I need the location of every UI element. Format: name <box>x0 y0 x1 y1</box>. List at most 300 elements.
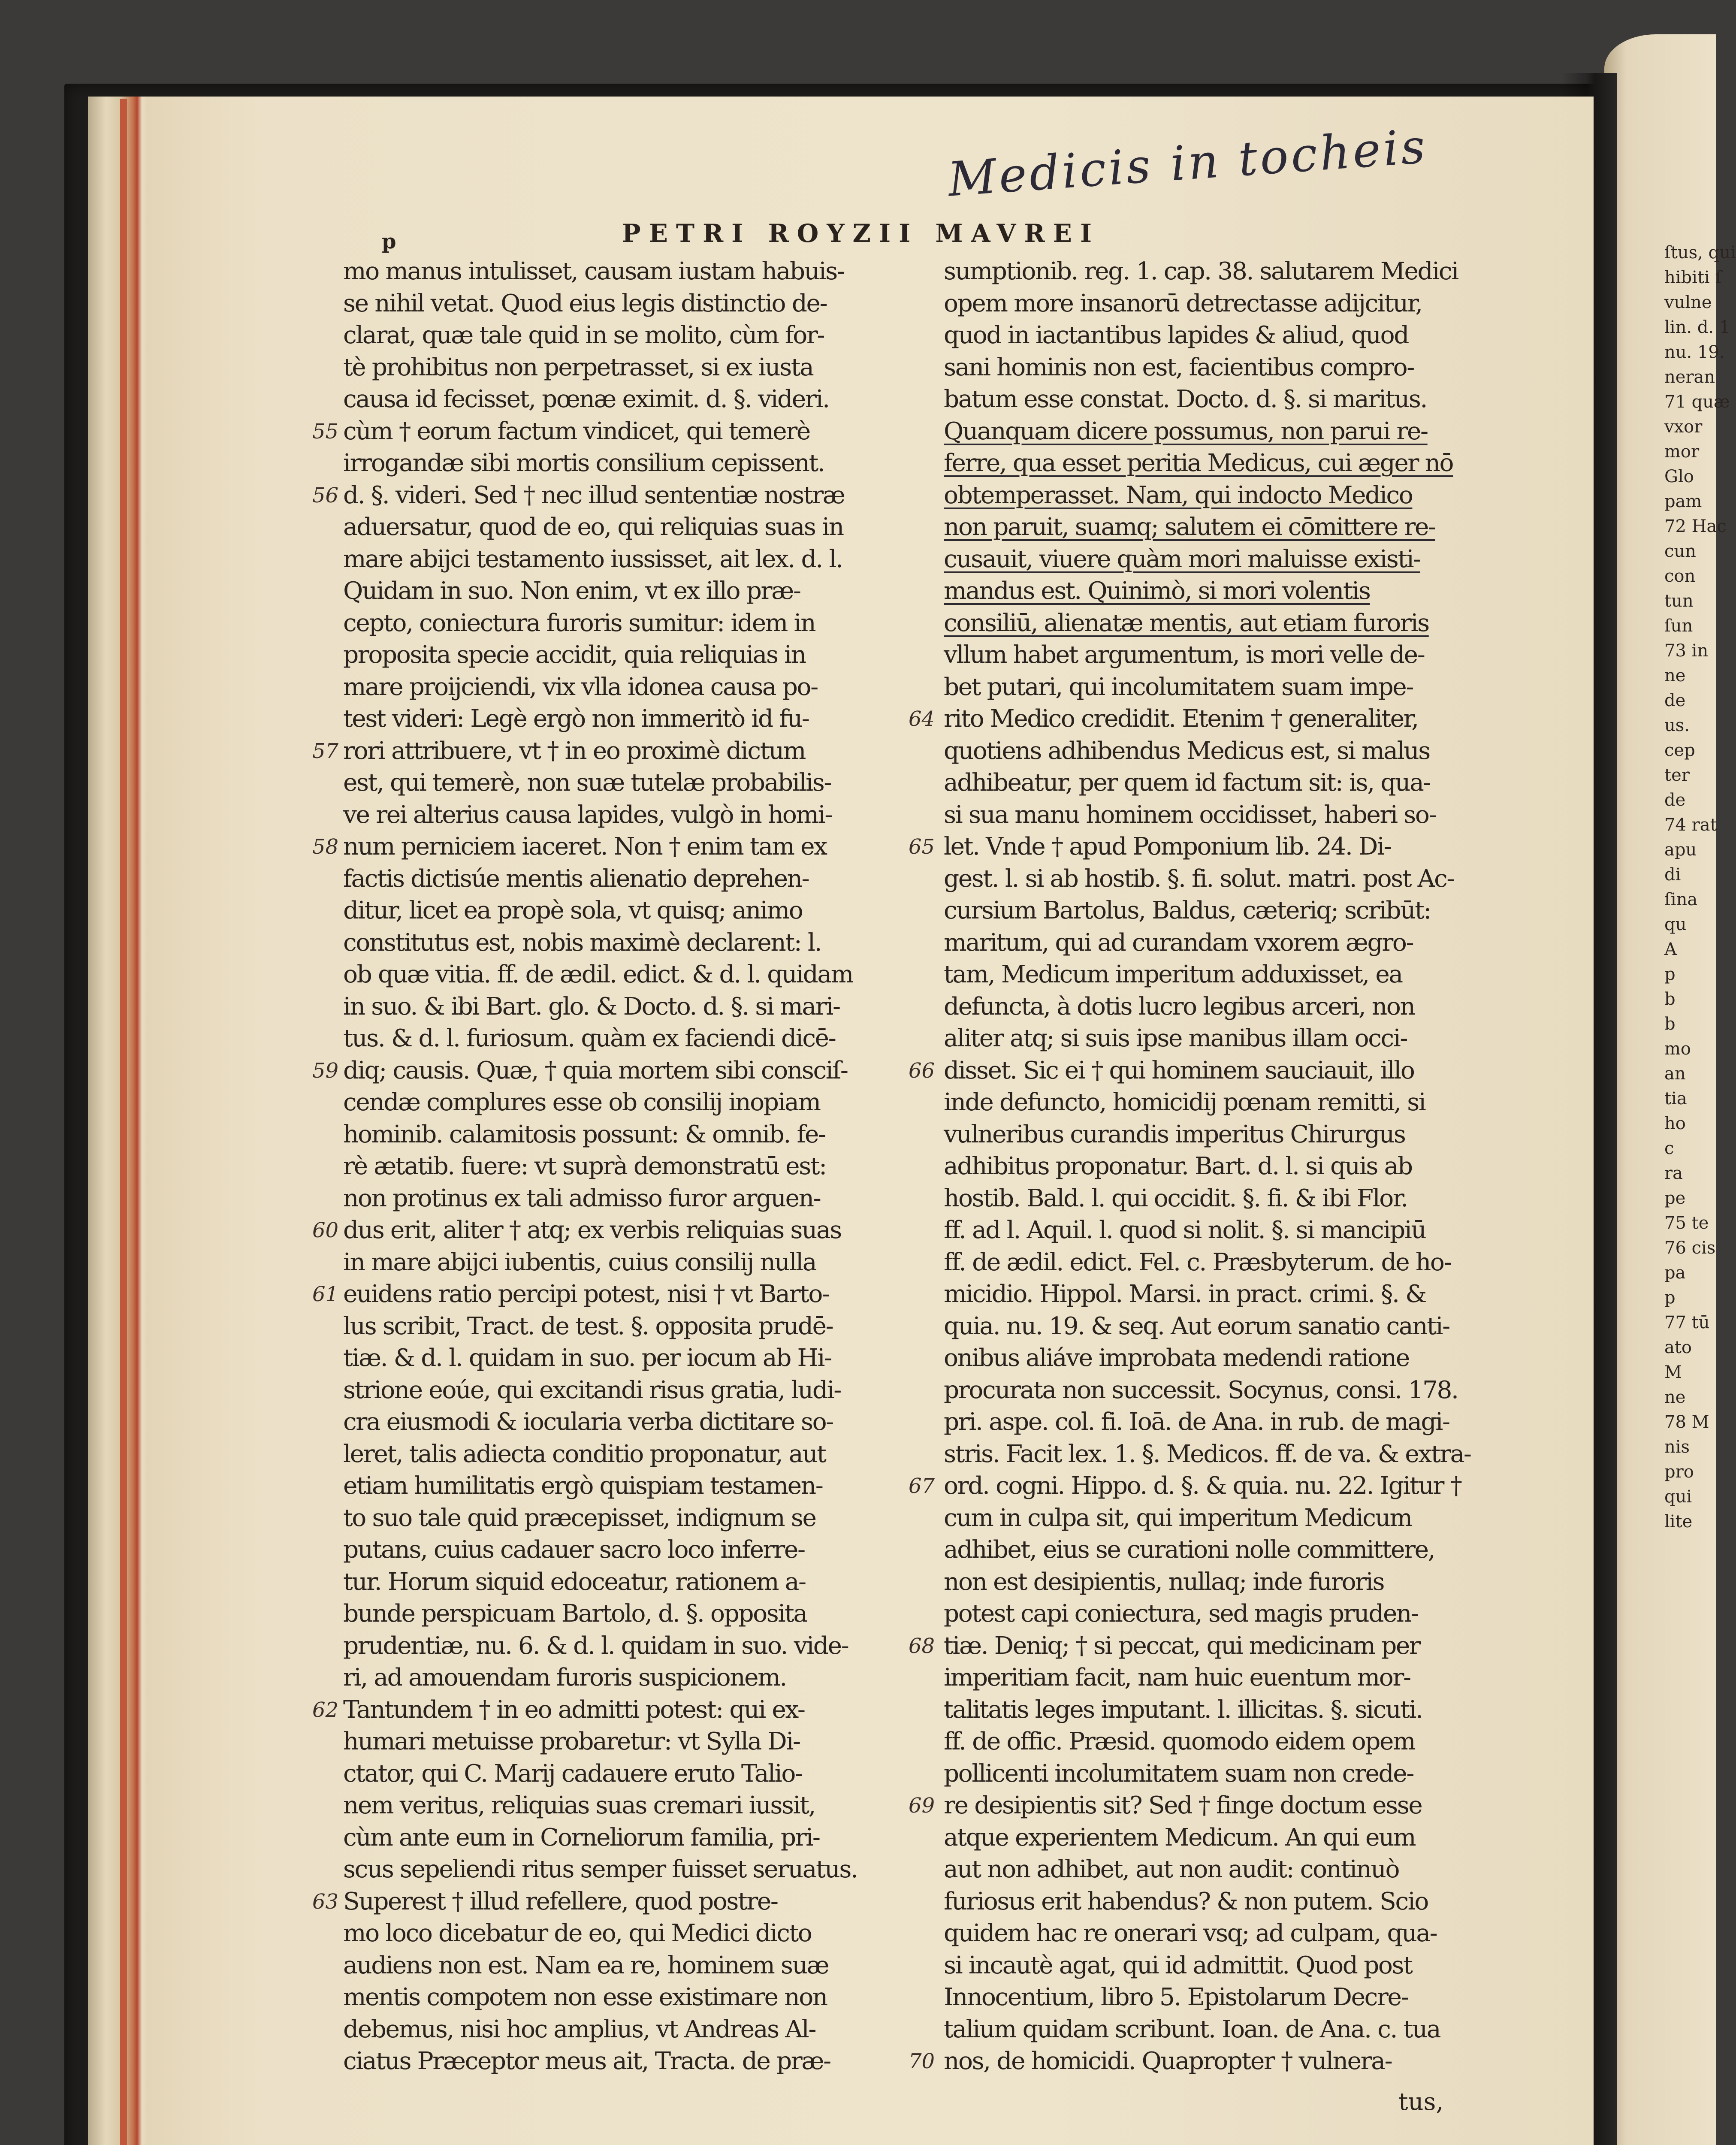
facing-fragment: tia <box>1664 1089 1687 1109</box>
facing-fragment: ſtus, qui <box>1664 243 1736 263</box>
line-text: leret, talis adiecta conditio proponatur, aut <box>343 1440 826 1468</box>
text-line <box>944 863 1458 895</box>
text-line <box>944 1406 1458 1438</box>
facing-fragment: 71 quæ <box>1664 392 1730 412</box>
facing-fragment: ſun <box>1664 616 1693 636</box>
line-text: tus. & d. l. furiosum. quàm ex faciendi dicē- <box>343 1024 836 1052</box>
line-text: ob quæ vitia. ff. de ædil. edict. & d. l. quidam <box>343 961 853 988</box>
text-line <box>343 1438 886 1471</box>
line-text: non paruit, suamq; salutem ei cōmittere re- <box>944 513 1435 541</box>
line-text: tè prohibitus non perpetrasset, si ex iusta <box>343 353 813 381</box>
text-line <box>343 1406 886 1438</box>
text-line <box>343 863 886 895</box>
line-text: stris. Facit lex. 1. §. Medicos. ff. de va. & extra- <box>944 1440 1471 1468</box>
line-text: in suo. & ibi Bart. glo. & Docto. d. §. si mari- <box>343 992 840 1021</box>
line-text: mentis compotem non esse existimare non <box>343 1983 827 2011</box>
line-text: lus scribit, Tract. de test. §. opposita prudē- <box>343 1312 833 1340</box>
text-line <box>944 1950 1458 1982</box>
line-text: ditur, licet ea propè sola, vt quisq; animo <box>343 897 803 924</box>
text-column-right <box>909 256 1471 2078</box>
facing-fragment: 76 cis <box>1664 1238 1716 1258</box>
facing-fragment: ho <box>1664 1114 1686 1133</box>
facing-page-text <box>1664 240 1736 2128</box>
text-line <box>944 1662 1458 1694</box>
line-text: ff. de offic. Præsid. quomodo eidem opem <box>944 1728 1415 1755</box>
line-text: cra eiusmodi & iocularia verba dictitare so- <box>343 1408 833 1436</box>
text-line <box>343 1822 886 1854</box>
text-line <box>944 1886 1458 1918</box>
line-text: nem veritus, reliquias suas cremari iussit, <box>343 1792 815 1819</box>
line-text: potest capi coniectura, sed magis pruden- <box>944 1600 1418 1628</box>
text-line <box>343 1790 886 1822</box>
text-line <box>312 1694 886 1726</box>
facing-fragment: de <box>1664 790 1686 810</box>
line-text: cursium Bartolus, Baldus, cæteriq; scribūt: <box>944 897 1431 924</box>
text-line <box>944 927 1458 959</box>
line-text: sumptionib. reg. 1. cap. 38. salutarem Medici <box>944 257 1458 285</box>
line-text: constitutus est, nobis maximè declarent: l. <box>343 928 821 957</box>
text-line <box>944 799 1458 831</box>
line-text: causa id fecisset, pœnæ eximit. d. §. videri. <box>343 385 829 413</box>
text-line <box>343 895 886 927</box>
line-text: hostib. Bald. l. qui occidit. §. fi. & ibi Flor. <box>944 1184 1407 1212</box>
margin-number: 65 <box>909 835 935 859</box>
facing-fragment: qu <box>1664 915 1687 934</box>
line-text: Superest † illud refellere, quod postre- <box>343 1887 778 1915</box>
line-text: maritum, qui ad curandam vxorem ægro- <box>944 928 1413 957</box>
line-text: in mare abijci iubentis, cuius consilij nulla <box>343 1248 816 1276</box>
text-line <box>312 831 886 863</box>
text-line <box>944 735 1458 767</box>
facing-fragment: di <box>1664 865 1681 885</box>
line-text: adhibeatur, per quem id factum sit: is, qua- <box>944 769 1431 797</box>
line-text: re desipientis sit? Sed † finge doctum esse <box>944 1792 1422 1819</box>
line-text: mo manus intulisset, causam iustam habuis- <box>343 257 844 285</box>
text-column-left <box>312 256 886 2078</box>
text-line <box>343 511 886 544</box>
line-text: debemus, nisi hoc amplius, vt Andreas Al- <box>343 2015 816 2043</box>
text-line <box>944 1534 1458 1566</box>
text-line <box>343 320 886 352</box>
line-text: se nihil vetat. Quod eius legis distinctio de- <box>343 289 827 317</box>
line-text: rè ætatib. fuere: vt suprà demonstratū est: <box>343 1152 826 1180</box>
text-line <box>944 1502 1458 1535</box>
line-text: mandus est. Quinimò, si mori volentis <box>944 577 1370 605</box>
text-line <box>343 575 886 607</box>
text-line <box>343 352 886 384</box>
line-text: euidens ratio percipi potest, nisi † vt Barto- <box>343 1280 829 1308</box>
line-text: atque experientem Medicum. An qui eum <box>944 1823 1416 1852</box>
line-text: sani hominis non est, facientibus compro- <box>944 353 1414 381</box>
text-line <box>909 2045 1458 2078</box>
line-text: cepto, coniectura furoris sumitur: idem in <box>343 609 815 637</box>
line-text: ciatus Præceptor meus ait, Tracta. de præ- <box>343 2047 830 2075</box>
text-line <box>944 1598 1458 1630</box>
line-text: mare abijci testamento iussisset, ait lex. d. l. <box>343 545 842 573</box>
line-text: onibus aliáve improbata medendi ratione <box>944 1344 1409 1372</box>
text-line <box>944 1278 1458 1311</box>
margin-number: 69 <box>909 1794 935 1818</box>
text-line <box>343 991 886 1023</box>
line-text: ctator, qui C. Marij cadauere eruto Talio- <box>343 1759 802 1788</box>
line-text: adhibitus proponatur. Bart. d. l. si quis ab <box>944 1152 1412 1180</box>
margin-number: 68 <box>909 1634 935 1658</box>
line-text: gest. l. si ab hostib. §. fi. solut. matri. post Ac- <box>944 864 1454 893</box>
line-text: ferre, qua esset peritia Medicus, cui æger nō <box>944 449 1453 477</box>
line-text: quia. nu. 19. & seq. Aut eorum sanatio canti- <box>944 1312 1449 1340</box>
facing-fragment: mo <box>1664 1039 1691 1059</box>
facing-fragment: con <box>1664 566 1696 586</box>
line-text: aliter atq; si suis ipse manibus illam occi- <box>944 1024 1407 1052</box>
text-line <box>944 1566 1458 1598</box>
facing-fragment: p <box>1664 964 1676 984</box>
text-line <box>944 256 1458 288</box>
text-line <box>343 1183 886 1215</box>
line-text: putans, cuius cadauer sacro loco inferre- <box>343 1536 805 1564</box>
text-line <box>343 1247 886 1279</box>
line-text: tur. Horum siquid edoceatur, rationem a- <box>343 1568 806 1596</box>
text-line <box>944 767 1458 799</box>
line-text: Quidam in suo. Non enim, vt ex illo præ- <box>343 577 800 605</box>
text-line <box>944 511 1458 544</box>
facing-fragment: M <box>1664 1363 1682 1382</box>
text-line <box>343 1982 886 2014</box>
text-line <box>343 1662 886 1694</box>
line-text: tiæ. & d. l. quidam in suo. per iocum ab Hi- <box>343 1344 831 1372</box>
margin-number: 55 <box>312 419 339 444</box>
text-line <box>343 1151 886 1183</box>
text-line <box>944 1214 1458 1247</box>
line-text: obtemperasset. Nam, qui indocto Medico <box>944 481 1413 509</box>
text-line <box>343 1854 886 1886</box>
text-line <box>944 1342 1458 1375</box>
line-text: si sua manu hominem occidisset, haberi so- <box>944 801 1436 829</box>
text-line <box>944 1023 1458 1055</box>
facing-fragment: neran <box>1664 367 1715 387</box>
margin-number: 62 <box>312 1698 339 1722</box>
line-text: strione eoúe, qui excitandi risus gratia, ludi- <box>343 1376 841 1404</box>
text-line <box>312 735 886 767</box>
text-line <box>944 1183 1458 1215</box>
text-line <box>944 639 1458 671</box>
text-line <box>944 671 1458 704</box>
text-line <box>944 1982 1458 2014</box>
line-text: vulneribus curandis imperitus Chirurgus <box>944 1120 1405 1148</box>
line-text: defuncta, à dotis lucro legibus arceri, non <box>944 992 1415 1021</box>
facing-fragment: de <box>1664 691 1686 710</box>
text-line <box>944 480 1458 512</box>
facing-fragment: pam <box>1664 492 1702 511</box>
line-text: bunde perspicuam Bartolo, d. §. opposita <box>343 1600 807 1628</box>
text-line <box>909 831 1458 863</box>
text-line <box>343 1598 886 1630</box>
text-line <box>944 1918 1458 1950</box>
text-line <box>343 1534 886 1566</box>
facing-fragment: ra <box>1664 1163 1683 1183</box>
facing-fragment: apu <box>1664 840 1697 860</box>
line-text: Quanquam dicere possumus, non parui re- <box>944 417 1428 445</box>
line-text: cendæ complures esse ob consilij inopiam <box>343 1088 820 1116</box>
line-text: Innocentium, libro 5. Epistolarum Decre- <box>944 1983 1408 2011</box>
facing-fragment: hibiti ſ <box>1664 268 1722 287</box>
text-line <box>343 1119 886 1151</box>
text-line <box>312 1055 886 1087</box>
line-text: cusauit, viuere quàm mori maluisse existi- <box>944 545 1421 573</box>
page-stack-edge <box>88 97 148 2145</box>
line-text: nos, de homicidi. Quapropter † vulnera- <box>944 2047 1392 2075</box>
facing-fragment: pro <box>1664 1462 1694 1482</box>
text-line <box>944 1854 1458 1886</box>
facing-fragment: ſina <box>1664 890 1698 909</box>
facing-fragment: 72 Hac <box>1664 517 1727 536</box>
text-line <box>312 480 886 512</box>
facing-fragment: ter <box>1664 765 1690 785</box>
line-text: cum in culpa sit, qui imperitum Medicum <box>944 1504 1412 1532</box>
text-line <box>343 1726 886 1758</box>
facing-fragment: ne <box>1664 666 1686 686</box>
catchword: tus, <box>1398 2088 1444 2116</box>
text-line <box>343 256 886 288</box>
text-line <box>343 384 886 416</box>
running-head: PETRI ROYZII MAVREI <box>622 219 1100 248</box>
text-line <box>944 416 1458 448</box>
text-line <box>343 1087 886 1119</box>
line-text: let. Vnde † apud Pomponium lib. 24. Di- <box>944 833 1391 861</box>
text-line <box>343 447 886 480</box>
red-page-edge <box>120 99 127 2145</box>
facing-fragment: A <box>1664 940 1677 959</box>
text-line <box>343 1375 886 1407</box>
line-text: non protinus ex tali admisso furor arguen- <box>343 1184 821 1212</box>
facing-fragment: pa <box>1664 1263 1686 1283</box>
text-line <box>343 544 886 576</box>
line-text: to suo tale quid præcepisset, indignum se <box>343 1504 816 1532</box>
text-line <box>312 1886 886 1918</box>
text-line <box>312 1278 886 1311</box>
margin-number: 66 <box>909 1058 935 1083</box>
text-line <box>343 607 886 640</box>
margin-number: 56 <box>312 483 339 508</box>
margin-number: 67 <box>909 1474 935 1498</box>
text-line <box>944 1311 1458 1343</box>
line-text: humari metuisse probaretur: vt Sylla Di- <box>343 1728 800 1755</box>
text-line <box>343 2014 886 2046</box>
margin-number: 60 <box>312 1218 339 1242</box>
line-text: adhibet, eius se curationi nolle committere, <box>944 1536 1435 1564</box>
text-line <box>343 1566 886 1598</box>
margin-number: 59 <box>312 1058 339 1083</box>
line-text: quidem hac re onerari vsq; ad culpam, qua- <box>944 1919 1437 1947</box>
text-line <box>343 767 886 799</box>
line-text: pollicenti incolumitatem suam non crede- <box>944 1759 1414 1788</box>
margin-number: 57 <box>312 739 339 763</box>
text-line <box>343 1918 886 1950</box>
facing-fragment: cep <box>1664 740 1695 760</box>
line-text: ri, ad amouendam furoris suspicionem. <box>343 1664 786 1692</box>
text-line <box>944 991 1458 1023</box>
text-line <box>944 959 1458 991</box>
facing-fragment: b <box>1664 1014 1676 1034</box>
line-text: rori attribuere, vt † in eo proximè dictum <box>343 737 806 765</box>
line-text: Tantundem † in eo admitti potest: qui ex- <box>343 1695 805 1724</box>
facing-fragment: 73 in <box>1664 641 1709 661</box>
line-text: disset. Sic ei † qui hominem sauciauit, illo <box>944 1056 1414 1085</box>
line-text: non est desipientis, nullaq; inde furoris <box>944 1568 1384 1596</box>
line-text: diq; causis. Quæ, † quia mortem sibi consciſ- <box>343 1056 848 1085</box>
line-text: imperitiam facit, nam huic euentum mor- <box>944 1664 1410 1692</box>
line-text: aduersatur, quod de eo, qui reliquias suas in <box>343 513 843 541</box>
margin-number: 64 <box>909 707 935 731</box>
margin-number: 58 <box>312 835 339 859</box>
text-line <box>343 1023 886 1055</box>
line-text: ff. ad l. Aquil. l. quod si nolit. §. si mancipiū <box>944 1216 1426 1244</box>
line-text: tam, Medicum imperitum adduxisset, ea <box>944 961 1402 988</box>
text-line <box>909 703 1458 735</box>
text-line <box>312 1214 886 1247</box>
line-text: ff. de ædil. edict. Fel. c. Præsbyterum. de ho- <box>944 1248 1451 1276</box>
line-text: procurata non successit. Socynus, consi. 178. <box>944 1376 1458 1404</box>
text-line <box>944 1087 1458 1119</box>
text-line <box>944 544 1458 576</box>
facing-fragment: ato <box>1664 1338 1692 1357</box>
line-text: ve rei alterius causa lapides, vulgò in homi- <box>343 801 832 829</box>
line-text: audiens non est. Nam ea re, hominem suæ <box>343 1951 829 1979</box>
text-line <box>944 1247 1458 1279</box>
line-text: test videri: Legè ergò non immeritò id fu- <box>343 705 809 733</box>
facing-fragment: nis <box>1664 1437 1690 1457</box>
facing-fragment: us. <box>1664 716 1690 735</box>
facing-fragment: p <box>1664 1288 1676 1308</box>
line-text: rito Medico credidit. Etenim † generaliter, <box>944 705 1418 733</box>
line-text: furiosus erit habendus? & non putem. Scio <box>944 1887 1428 1915</box>
line-text: dus erit, aliter † atq; ex verbis reliquias suas <box>343 1216 841 1244</box>
line-text: d. §. videri. Sed † nec illud sententiæ nostræ <box>343 481 845 509</box>
facing-fragment: pe <box>1664 1188 1686 1208</box>
line-text: ord. cogni. Hippo. d. §. & quia. nu. 22. Igitur † <box>944 1472 1461 1500</box>
facing-fragment: c <box>1664 1139 1674 1158</box>
facing-fragment: lin. d. 1 <box>1664 317 1730 337</box>
facing-fragment: vxor <box>1664 417 1703 437</box>
folio-mark: p <box>382 230 396 254</box>
line-text: cùm ante eum in Corneliorum familia, pri- <box>343 1823 820 1852</box>
line-text: talitatis leges imputant. l. illicitas. §. sicuti. <box>944 1695 1422 1724</box>
text-line <box>944 288 1458 320</box>
handwritten-annotation: Medicis in tocheis <box>946 118 1430 207</box>
text-line <box>944 1758 1458 1790</box>
text-line <box>944 1726 1458 1758</box>
text-line <box>343 1950 886 1982</box>
facing-fragment: ne <box>1664 1387 1686 1407</box>
line-text: inde defuncto, homicidij pœnam remitti, si <box>944 1088 1425 1116</box>
line-text: cùm † eorum factum vindicet, qui temerè <box>343 417 810 445</box>
line-text: factis dictisúe mentis alienatio deprehen- <box>343 864 809 893</box>
text-line <box>944 384 1458 416</box>
text-line <box>343 1342 886 1375</box>
facing-fragment: vulne <box>1664 293 1712 312</box>
line-text: pri. aspe. col. fi. Ioā. de Ana. in rub. de magi- <box>944 1408 1449 1436</box>
line-text: hominib. calamitosis possunt: & omnib. fe- <box>343 1120 825 1148</box>
text-line <box>944 1694 1458 1726</box>
text-line <box>944 447 1458 480</box>
line-text: num perniciem iaceret. Non † enim tam ex <box>343 833 827 861</box>
line-text: clarat, quæ tale quid in se molito, cùm for- <box>343 321 824 349</box>
line-text: prudentiæ, nu. 6. & d. l. quidam in suo. vide- <box>343 1631 848 1660</box>
text-line <box>909 1790 1458 1822</box>
facing-fragment: Glo <box>1664 467 1694 486</box>
text-line <box>343 1502 886 1535</box>
facing-fragment: mor <box>1664 442 1700 462</box>
line-text: opem more insanorū detrectasse adijcitur, <box>944 289 1422 317</box>
facing-fragment: 74 rat <box>1664 815 1717 835</box>
text-line <box>343 927 886 959</box>
text-line <box>343 1758 886 1790</box>
line-text: micidio. Hippol. Marsi. in pract. crimi. §. & <box>944 1280 1426 1308</box>
line-text: mo loco dicebatur de eo, qui Medici dicto <box>343 1919 812 1947</box>
margin-number: 63 <box>312 1889 339 1914</box>
text-line <box>343 671 886 704</box>
facing-fragment: an <box>1664 1064 1686 1084</box>
text-line <box>343 639 886 671</box>
line-text: est, qui temerè, non suæ tutelæ probabilis- <box>343 769 831 797</box>
text-line <box>944 1438 1471 1471</box>
line-text: scus sepeliendi ritus semper fuisset seruatus. <box>343 1855 857 1883</box>
text-line <box>343 288 886 320</box>
text-line <box>944 1151 1458 1183</box>
text-line <box>944 607 1458 640</box>
line-text: aut non adhibet, aut non audit: continuò <box>944 1855 1399 1883</box>
text-line <box>944 2014 1458 2046</box>
text-line <box>343 959 886 991</box>
margin-number: 70 <box>909 2049 935 2073</box>
text-line <box>909 1055 1458 1087</box>
text-line <box>343 1630 886 1662</box>
line-text: batum esse constat. Docto. d. §. si maritus. <box>944 385 1427 413</box>
text-line <box>343 1470 886 1502</box>
line-text: quotiens adhibendus Medicus est, si malus <box>944 737 1430 765</box>
margin-number: 61 <box>312 1282 339 1306</box>
facing-fragment: qui <box>1664 1487 1692 1507</box>
line-text: consiliū, alienatæ mentis, aut etiam furoris <box>944 609 1429 637</box>
text-line <box>944 895 1458 927</box>
facing-fragment: 78 M <box>1664 1412 1709 1432</box>
text-line <box>944 1119 1458 1151</box>
line-text: tiæ. Deniq; † si peccat, qui medicinam per <box>944 1631 1420 1660</box>
line-text: bet putari, qui incolumitatem suam impe- <box>944 673 1413 701</box>
text-line <box>909 1630 1458 1662</box>
facing-fragment: cun <box>1664 541 1696 561</box>
line-text: irrogandæ sibi mortis consilium cepissent. <box>343 449 824 477</box>
text-line <box>944 1822 1458 1854</box>
text-line <box>944 352 1458 384</box>
line-text: proposita specie accidit, quia reliquias in <box>343 641 806 669</box>
facing-fragment: lite <box>1664 1512 1693 1532</box>
line-text: talium quidam scribunt. Ioan. de Ana. c. tua <box>944 2015 1440 2043</box>
line-text: vllum habet argumentum, is mori velle de- <box>944 641 1425 669</box>
text-line <box>343 2045 886 2078</box>
line-text: etiam humilitatis ergò quispiam testamen- <box>343 1472 823 1500</box>
facing-fragment: 75 te <box>1664 1213 1709 1233</box>
line-text: quod in iactantibus lapides & aliud, quod <box>944 321 1409 349</box>
text-line <box>909 1470 1461 1502</box>
text-line <box>343 1311 886 1343</box>
line-text: mare proijciendi, vix vlla idonea causa po- <box>343 673 818 701</box>
facing-fragment: nu. 19. <box>1664 342 1725 362</box>
text-line <box>312 416 886 448</box>
text-line <box>944 320 1458 352</box>
text-line <box>944 575 1458 607</box>
facing-fragment: 77 tū <box>1664 1313 1710 1332</box>
text-line <box>343 799 886 831</box>
